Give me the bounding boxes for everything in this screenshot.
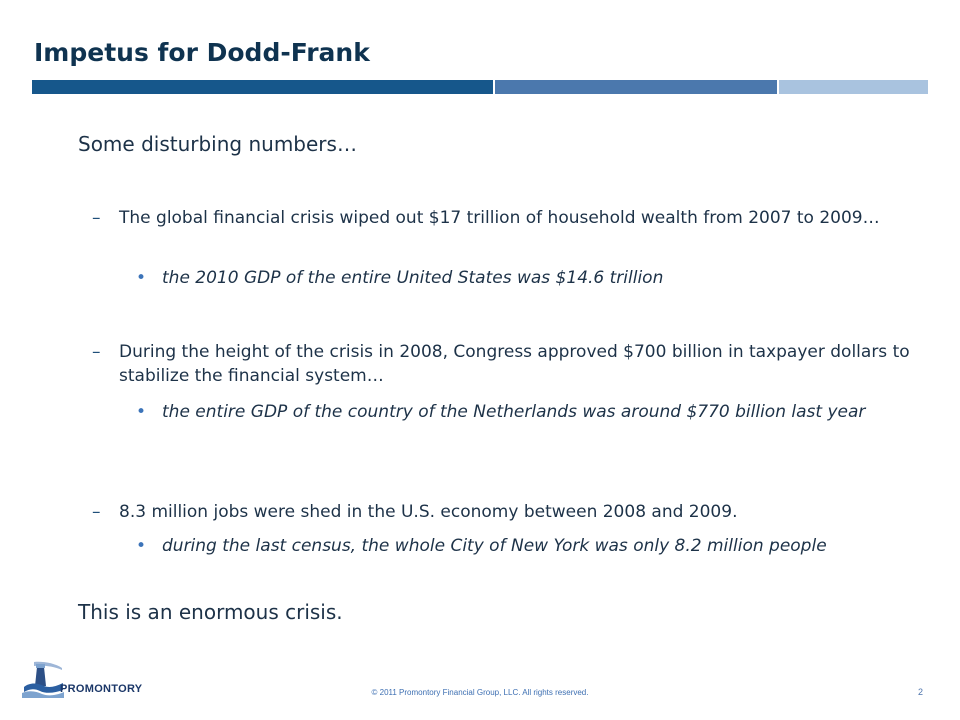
sub-bullet-text: the 2010 GDP of the entire United States was $14.6 trillion [162,268,664,288]
dash-marker: – [92,342,101,362]
dash-marker: – [92,502,101,522]
dash-bullet-item [92,206,922,230]
bullet-dot-icon: • [136,536,147,556]
sub-bullet-text: the entire GDP of the country of the Netherlands was around $770 billion last year [162,402,866,422]
dash-bullet-text: 8.3 million jobs were shed in the U.S. economy between 2008 and 2009. [119,502,738,522]
dash-bullet-item [92,500,922,524]
intro-heading: Some disturbing numbers… [78,132,357,156]
slide-title: Impetus for Dodd-Frank [34,38,370,67]
bullet-dot-icon: • [136,402,147,422]
sub-bullet-item [136,534,916,558]
page-number: 2 [918,687,924,697]
bullet-dot-icon: • [136,268,147,288]
sub-bullet-item [136,400,916,424]
dash-marker: – [92,208,101,228]
slide-footer [0,650,960,720]
dash-bullet-item [92,340,922,388]
outro-heading: This is an enormous crisis. [78,600,343,624]
logo-wordmark: PROMONTORY [60,683,143,695]
sub-bullet-text: during the last census, the whole City of New York was only 8.2 million people [162,536,827,556]
copyright-text: © 2011 Promontory Financial Group, LLC. All rights reserved. [371,688,589,697]
sub-bullet-item [136,266,916,290]
dash-bullet-text: The global financial crisis wiped out $17 trillion of household wealth from 2007 to 2009… [119,208,880,228]
dash-bullet-text: During the height of the crisis in 2008, Congress approved $700 billion in taxpayer dollars to stabilize the financial system… [119,342,910,386]
